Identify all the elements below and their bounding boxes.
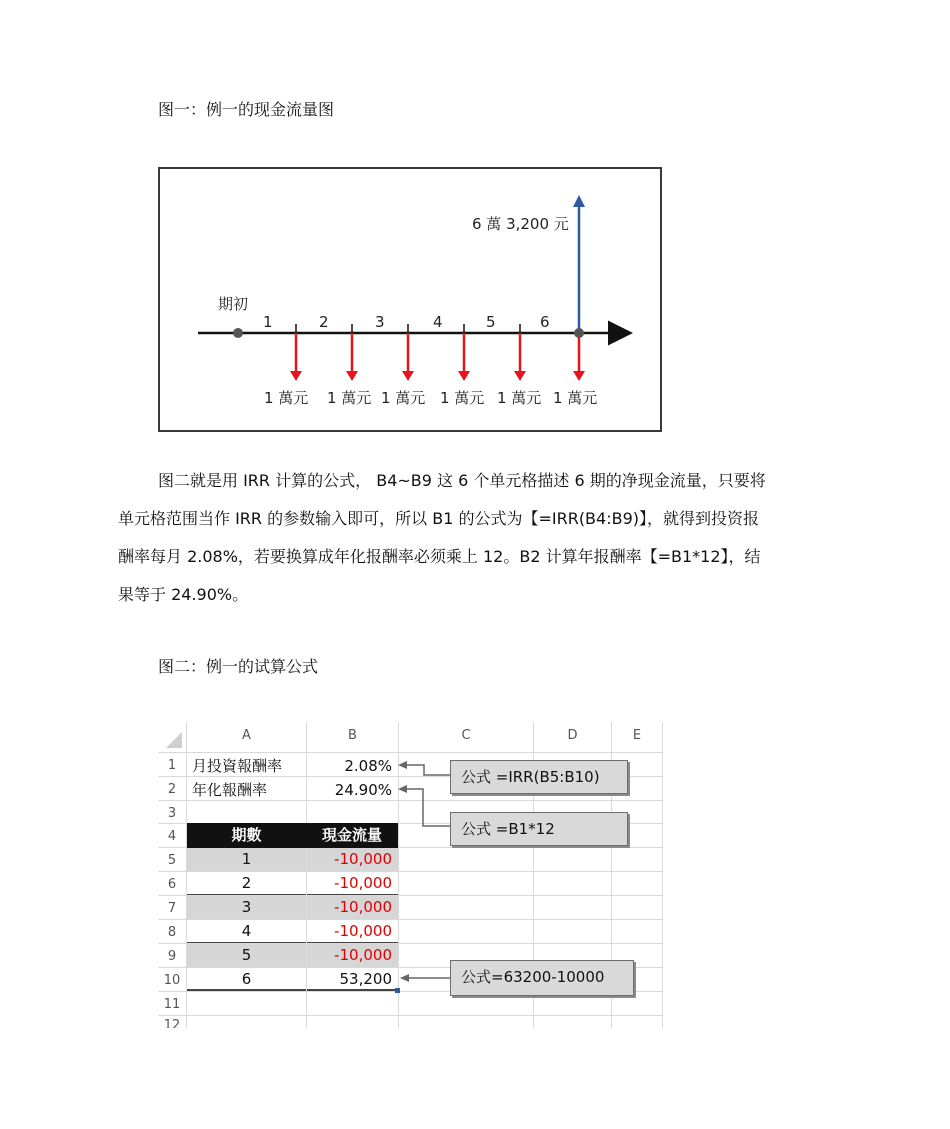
outflow-label-5: 1 萬元 — [497, 389, 542, 407]
table-row-cash[interactable]: 53,200 — [307, 968, 398, 991]
table-row-period[interactable]: 4 — [187, 920, 306, 943]
start-node — [233, 328, 243, 338]
outflow-arrowhead-3 — [402, 371, 414, 381]
start-label: 期初 — [218, 295, 249, 313]
column-header-d[interactable]: D — [567, 728, 578, 743]
outflow-arrowhead-5 — [514, 371, 526, 381]
inflow-arrowhead — [573, 195, 585, 207]
row-number[interactable]: 1 — [167, 758, 177, 773]
row-number[interactable]: 4 — [167, 829, 177, 844]
cell-b1[interactable]: 2.08% — [344, 757, 392, 775]
column-header-c[interactable]: C — [461, 728, 471, 743]
row-number[interactable]: 7 — [167, 901, 177, 916]
row-number[interactable]: 12 — [163, 1018, 181, 1028]
outflow-label-3: 1 萬元 — [381, 389, 426, 407]
table-header-cash-flow[interactable]: 現金流量 — [306, 823, 398, 848]
figure-1-caption: 图一：例一的现金流量图 — [158, 100, 335, 119]
cell-a2[interactable]: 年化報酬率 — [192, 781, 268, 799]
period-number-3: 3 — [375, 313, 385, 331]
table-row-period[interactable]: 6 — [187, 968, 306, 991]
cash-flow-svg — [160, 169, 660, 430]
period-number-5: 5 — [486, 313, 496, 331]
spreadsheet-figure — [158, 722, 663, 1028]
cell-b2[interactable]: 24.90% — [334, 781, 392, 799]
outflow-arrowhead-1 — [290, 371, 302, 381]
table-row-cash[interactable]: -10,000 — [307, 944, 398, 967]
explanation-paragraph — [118, 462, 838, 614]
figure-2-caption: 图二：例一的试算公式 — [158, 657, 319, 676]
row-number[interactable]: 6 — [167, 877, 177, 892]
outflow-label-4: 1 萬元 — [440, 389, 485, 407]
row-number[interactable]: 10 — [163, 973, 181, 988]
table-row-cash[interactable]: -10,000 — [307, 920, 398, 943]
paragraph-line-4: 果等于 24.90%。 — [118, 585, 249, 604]
end-node — [574, 328, 584, 338]
table-row-cash[interactable]: -10,000 — [307, 896, 398, 919]
table-header-period[interactable]: 期數 — [187, 823, 306, 848]
row-number[interactable]: 5 — [167, 853, 177, 868]
outflow-arrowhead-2 — [346, 371, 358, 381]
period-number-1: 1 — [263, 313, 273, 331]
paragraph-line-3: 酬率每月 2.08%，若要换算成年化报酬率必须乘上 12。B2 计算年报酬率【=B1*12】，结 — [118, 547, 761, 566]
period-number-2: 2 — [319, 313, 329, 331]
outflow-label-6: 1 萬元 — [553, 389, 598, 407]
column-header-e[interactable]: E — [632, 728, 642, 743]
table-row-period[interactable]: 3 — [187, 896, 306, 919]
period-number-6: 6 — [540, 313, 550, 331]
table-row-period[interactable]: 1 — [187, 848, 306, 871]
row-number[interactable]: 8 — [167, 925, 177, 940]
paragraph-line-1: 图二就是用 IRR 计算的公式， B4~B9 这 6 个单元格描述 6 期的净现金流量，只要将 — [158, 471, 766, 490]
outflow-arrowhead-6 — [573, 371, 585, 381]
row-number[interactable]: 2 — [167, 782, 177, 797]
table-row-period[interactable]: 2 — [187, 872, 306, 895]
outflow-arrowhead-4 — [458, 371, 470, 381]
column-header-b[interactable]: B — [348, 728, 357, 743]
table-row-cash[interactable]: -10,000 — [307, 848, 398, 871]
formula-callout-b2: 公式 =B1*12 — [450, 812, 628, 846]
outflow-label-2: 1 萬元 — [327, 389, 372, 407]
column-header-a[interactable]: A — [242, 728, 251, 743]
cell-a1[interactable]: 月投資報酬率 — [192, 757, 283, 775]
formula-callout-b1: 公式 =IRR(B5:B10) — [450, 760, 628, 794]
cash-flow-diagram — [158, 167, 662, 432]
formula-callout-b10: 公式=63200-10000 — [450, 960, 634, 996]
row-number[interactable]: 3 — [167, 806, 177, 821]
inflow-label: 6 萬 3,200 元 — [472, 215, 569, 233]
table-row-period[interactable]: 5 — [187, 944, 306, 967]
table-row-cash[interactable]: -10,000 — [307, 872, 398, 895]
outflow-label-1: 1 萬元 — [264, 389, 309, 407]
row-number[interactable]: 9 — [167, 949, 177, 964]
period-number-4: 4 — [433, 313, 443, 331]
paragraph-line-2: 单元格范围当作 IRR 的参数输入即可，所以 B1 的公式为【=IRR(B4:B9)】，就得到投资报 — [118, 509, 760, 528]
row-number[interactable]: 11 — [163, 997, 181, 1012]
